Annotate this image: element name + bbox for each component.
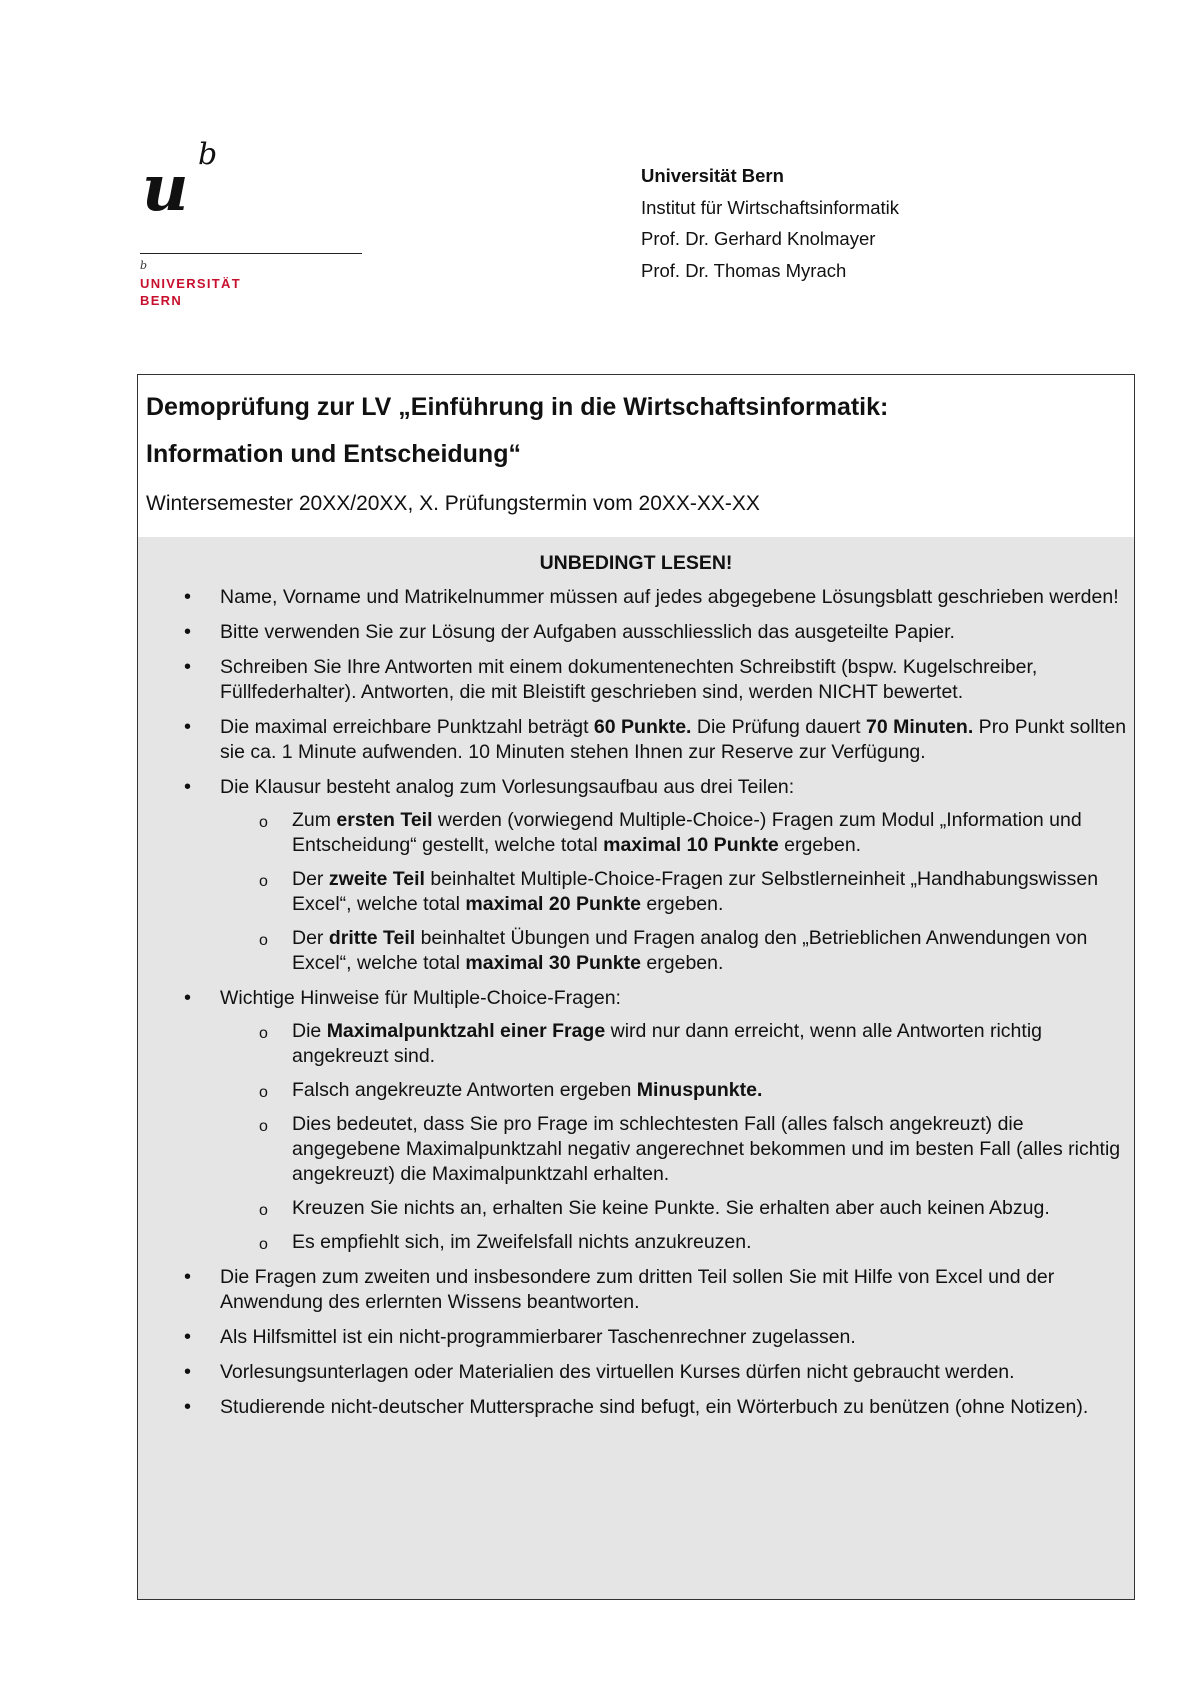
exam-subtitle: Wintersemester 20XX/20XX, X. Prüfungstermin vom 20XX-XX-XX (146, 492, 760, 515)
instruction-item (138, 655, 1128, 705)
instruction-text: Vorlesungsunterlagen oder Materialien des virtuellen Kurses dürfen nicht gebraucht werden. (220, 1361, 1015, 1383)
instruction-item (138, 1395, 1128, 1420)
part-points: maximal 10 Punkte (603, 834, 779, 856)
instruction-item (138, 775, 1128, 976)
instruction-text: Schreiben Sie Ihre Antworten mit einem dokumentenechten Schreibstift (bspw. Kugelschreiber, Füllfederhalter). Antworten, die mit Bleistift geschrieben sind, werden NICHT bewertet. (220, 656, 1038, 703)
university-name: Universität Bern (641, 165, 784, 186)
instruction-item (138, 1360, 1128, 1385)
instruction-text: Kreuzen Sie nichts an, erhalten Sie keine Punkte. Sie erhalten aber auch keinen Abzug. (292, 1197, 1050, 1219)
instruction-item (138, 1325, 1128, 1350)
instruction-text: wird nur dann erreicht, wenn alle Antworten richtig angekreuzt sind. (292, 1020, 1042, 1067)
instruction-item (138, 585, 1128, 610)
mc-hint-item (219, 1230, 1128, 1255)
exam-part-item (219, 926, 1128, 976)
instruction-text: Name, Vorname und Matrikelnummer müssen auf jedes abgegebene Lösungsblatt geschrieben werden! (220, 586, 1119, 608)
instruction-text: Pro Punkt sollten sie ca. 1 Minute aufwenden. 10 Minuten stehen Ihnen zur Reserve zur Verfügung. (220, 716, 1127, 763)
mc-hint-item (219, 1112, 1128, 1187)
university-logo (140, 138, 365, 318)
logo-b-glyph: b (198, 138, 218, 172)
instruction-text: Der (292, 868, 329, 890)
logo-divider (140, 253, 362, 254)
exam-info-box (137, 374, 1135, 1600)
logo-u-glyph: u (142, 151, 189, 218)
logo-wordmark-line1: UNIVERSITÄT (140, 276, 241, 291)
part-points: maximal 30 Punkte (465, 952, 641, 974)
instruction-text: Zum (292, 809, 337, 831)
instructions-heading: UNBEDINGT LESEN! (539, 552, 733, 574)
institute-name: Institut für Wirtschaftsinformatik (641, 196, 900, 218)
logo-small-b: b (140, 259, 148, 272)
instruction-text: ergeben. (641, 893, 724, 915)
instruction-text: Die Fragen zum zweiten und insbesondere zum dritten Teil sollen Sie mit Hilfe von Excel und der Anwendung des erlernten Wissens beantworten. (220, 1266, 1055, 1313)
exam-parts-list (220, 808, 1128, 976)
instruction-text: beinhaltet Übungen und Fragen analog den „Betrieblichen Anwendungen von Excel“, welche total (292, 927, 1088, 974)
instruction-text: Falsch angekreuzte Antworten ergeben (292, 1079, 637, 1101)
instruction-item (138, 1265, 1128, 1315)
instruction-text: ergeben. (641, 952, 724, 974)
instruction-text: Als Hilfsmittel ist ein nicht-programmierbarer Taschenrechner zugelassen. (220, 1326, 856, 1348)
mc-hint-item (219, 1019, 1128, 1069)
instruction-item (138, 715, 1128, 765)
instruction-text: Wichtige Hinweise für Multiple-Choice-Fragen: (220, 987, 621, 1009)
instruction-text: Die Prüfung dauert (691, 716, 866, 738)
institution-header (641, 160, 899, 286)
instructions-list (138, 585, 1128, 1420)
instruction-text: Dies bedeutet, dass Sie pro Frage im schlechtesten Fall (alles falsch angekreuzt) die angegebene Maximalpunktzahl negativ angerechnet bekommen und im besten Fall (alles richtig angekreuzt) die Maximalpunktzahl erhalten. (292, 1113, 1121, 1185)
instruction-text: Studierende nicht-deutscher Muttersprache sind befugt, ein Wörterbuch zu benützen (ohne Notizen). (220, 1396, 1089, 1418)
instruction-text: Die maximal erreichbare Punktzahl beträgt (220, 716, 594, 738)
instruction-text: Bitte verwenden Sie zur Lösung der Aufgaben ausschliesslich das ausgeteilte Papier. (220, 621, 955, 643)
instruction-text: Die Klausur besteht analog zum Vorlesungsaufbau aus drei Teilen: (220, 776, 795, 798)
part-label: zweite Teil (328, 868, 425, 890)
instruction-text: ergeben. (778, 834, 862, 856)
instruction-text: werden (vorwiegend Multiple-Choice-) Fragen zum Modul „Information und Entscheidung“ gestellt, welche total (292, 809, 1082, 856)
exam-title (146, 384, 888, 478)
max-points: 60 Punkte. (593, 716, 692, 738)
mc-hint-item (219, 1196, 1128, 1221)
exam-title-block (138, 375, 1134, 538)
mc-hints-list (220, 1019, 1128, 1255)
exam-title-line2: Information und Entscheidung“ (146, 440, 521, 468)
logo-wordmark-line2: BERN (140, 293, 183, 308)
duration: 70 Minuten. (866, 716, 974, 738)
instruction-text: beinhaltet Multiple-Choice-Fragen zur Selbstlerneinheit „Handhabungswissen Excel“, welche total (292, 868, 1099, 915)
instruction-item (138, 986, 1128, 1255)
instruction-text: Die (292, 1020, 327, 1042)
professor-2: Prof. Dr. Thomas Myrach (641, 259, 847, 281)
mc-hint-item (219, 1078, 1128, 1103)
logo-wordmark (140, 275, 241, 309)
exam-title-line1: Demoprüfung zur LV „Einführung in die Wirtschaftsinformatik: (146, 393, 889, 421)
part-points: maximal 20 Punkte (465, 893, 641, 915)
professor-1: Prof. Dr. Gerhard Knolmayer (641, 228, 876, 249)
exam-part-item (219, 867, 1128, 917)
instruction-text: Es empfiehlt sich, im Zweifelsfall nichts anzukreuzen. (292, 1231, 752, 1253)
instructions-panel (138, 537, 1134, 1599)
hint-emphasis: Minuspunkte. (636, 1079, 763, 1101)
instruction-item (138, 620, 1128, 645)
instruction-text: Der (292, 927, 329, 949)
hint-emphasis: Maximalpunktzahl einer Frage (326, 1020, 606, 1042)
part-label: ersten Teil (336, 809, 433, 831)
exam-part-item (219, 808, 1128, 858)
ub-logo-icon (140, 138, 220, 218)
part-label: dritte Teil (328, 927, 416, 949)
